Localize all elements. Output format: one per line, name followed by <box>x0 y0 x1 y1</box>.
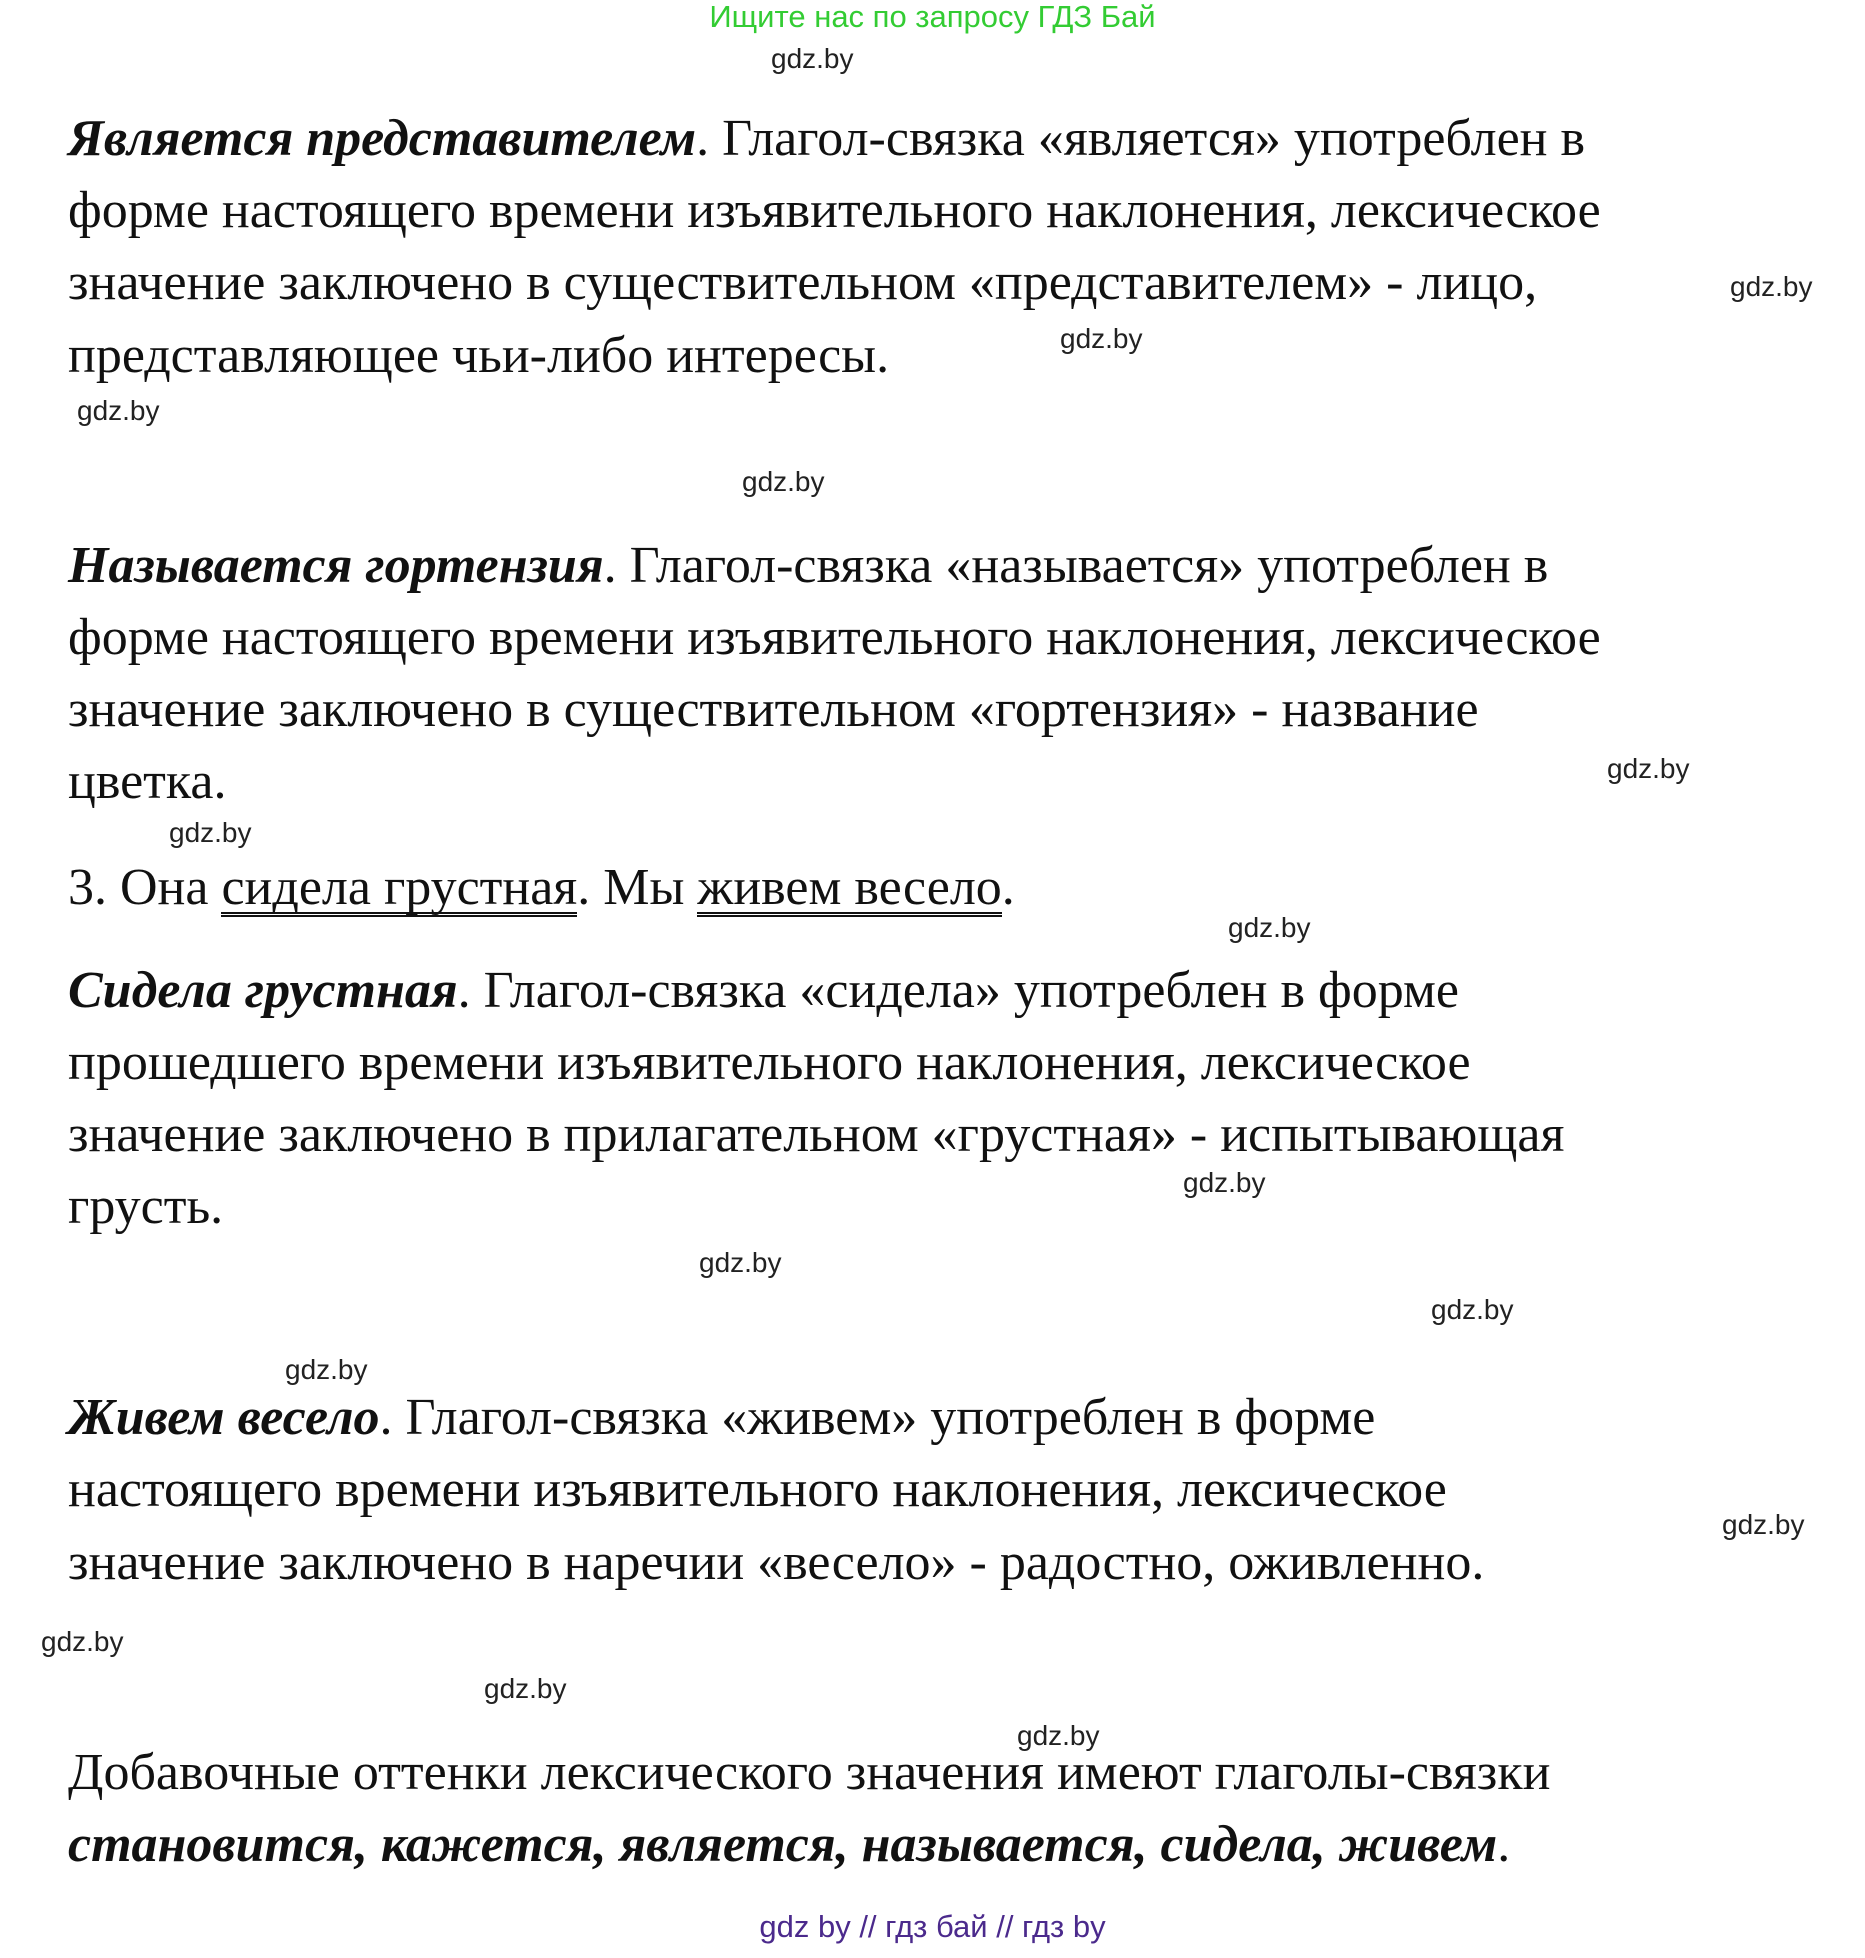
text: . Глагол-связка «называется» употреблен в <box>603 537 1549 594</box>
watermark: gdz.by <box>1183 1167 1266 1198</box>
watermark: gdz.by <box>41 1626 124 1657</box>
watermark: gdz.by <box>285 1354 368 1385</box>
text: . Глагол-связка «является» употреблен в <box>696 110 1586 167</box>
term-list: становится, кажется, является, называется, сидела, живем <box>68 1816 1498 1873</box>
watermark: gdz.by <box>1431 1294 1514 1325</box>
text-line: прошедшего времени изъявительного наклонения, лексическое <box>68 1034 1471 1091</box>
underlined-phrase: сидела грустная <box>221 859 578 916</box>
text-line: значение заключено в прилагательном «грустная» - испытывающая <box>68 1106 1565 1163</box>
watermark: gdz.by <box>1607 753 1690 784</box>
text: . <box>1001 859 1015 916</box>
watermark: gdz.by <box>1730 271 1813 302</box>
watermark: gdz.by <box>1228 912 1311 943</box>
text-line: форме настоящего времени изъявительного наклонения, лексическое <box>68 182 1601 239</box>
text-line: цветка. <box>68 753 227 810</box>
text-line: значение заключено в существительном «гортензия» - название <box>68 681 1479 738</box>
term: Называется гортензия <box>68 537 604 594</box>
text: . Глагол-связка «сидела» употреблен в форме <box>457 962 1459 1019</box>
watermark: gdz.by <box>1060 323 1143 354</box>
text: 3. Она <box>68 859 222 916</box>
text-line: Добавочные оттенки лексического значения имеют глаголы-связки <box>68 1744 1551 1801</box>
text-line: значение заключено в существительном «представителем» - лицо, <box>68 254 1538 311</box>
text-line: настоящего времени изъявительного наклонения, лексическое <box>68 1461 1447 1518</box>
search-banner: Ищите нас по запросу ГДЗ Бай <box>709 0 1156 34</box>
text-line: форме настоящего времени изъявительного наклонения, лексическое <box>68 609 1601 666</box>
watermark: gdz.by <box>771 43 854 74</box>
term: Живем весело <box>68 1389 380 1446</box>
watermark: gdz.by <box>1017 1720 1100 1751</box>
watermark: gdz.by <box>169 817 252 848</box>
watermark: gdz.by <box>699 1247 782 1278</box>
term: Является представителем <box>68 110 697 167</box>
watermark: gdz.by <box>1722 1509 1805 1540</box>
watermark: gdz.by <box>77 395 160 426</box>
item-3 <box>68 858 1015 918</box>
footer-links: gdz by // гдз бай // гдз by <box>759 1909 1106 1944</box>
text-line: представляющее чьи-либо интересы. <box>68 327 890 384</box>
text: . Глагол-связка «живем» употреблен в форме <box>379 1389 1376 1446</box>
text: . Мы <box>577 859 698 916</box>
watermark: gdz.by <box>742 466 825 497</box>
text: . <box>1497 1816 1511 1873</box>
text-line: грусть. <box>68 1178 224 1235</box>
text-line: значение заключено в наречии «весело» - радостно, оживленно. <box>68 1534 1485 1591</box>
term: Сидела грустная <box>68 962 458 1019</box>
watermark: gdz.by <box>484 1673 567 1704</box>
underlined-phrase: живем весело <box>697 859 1002 916</box>
